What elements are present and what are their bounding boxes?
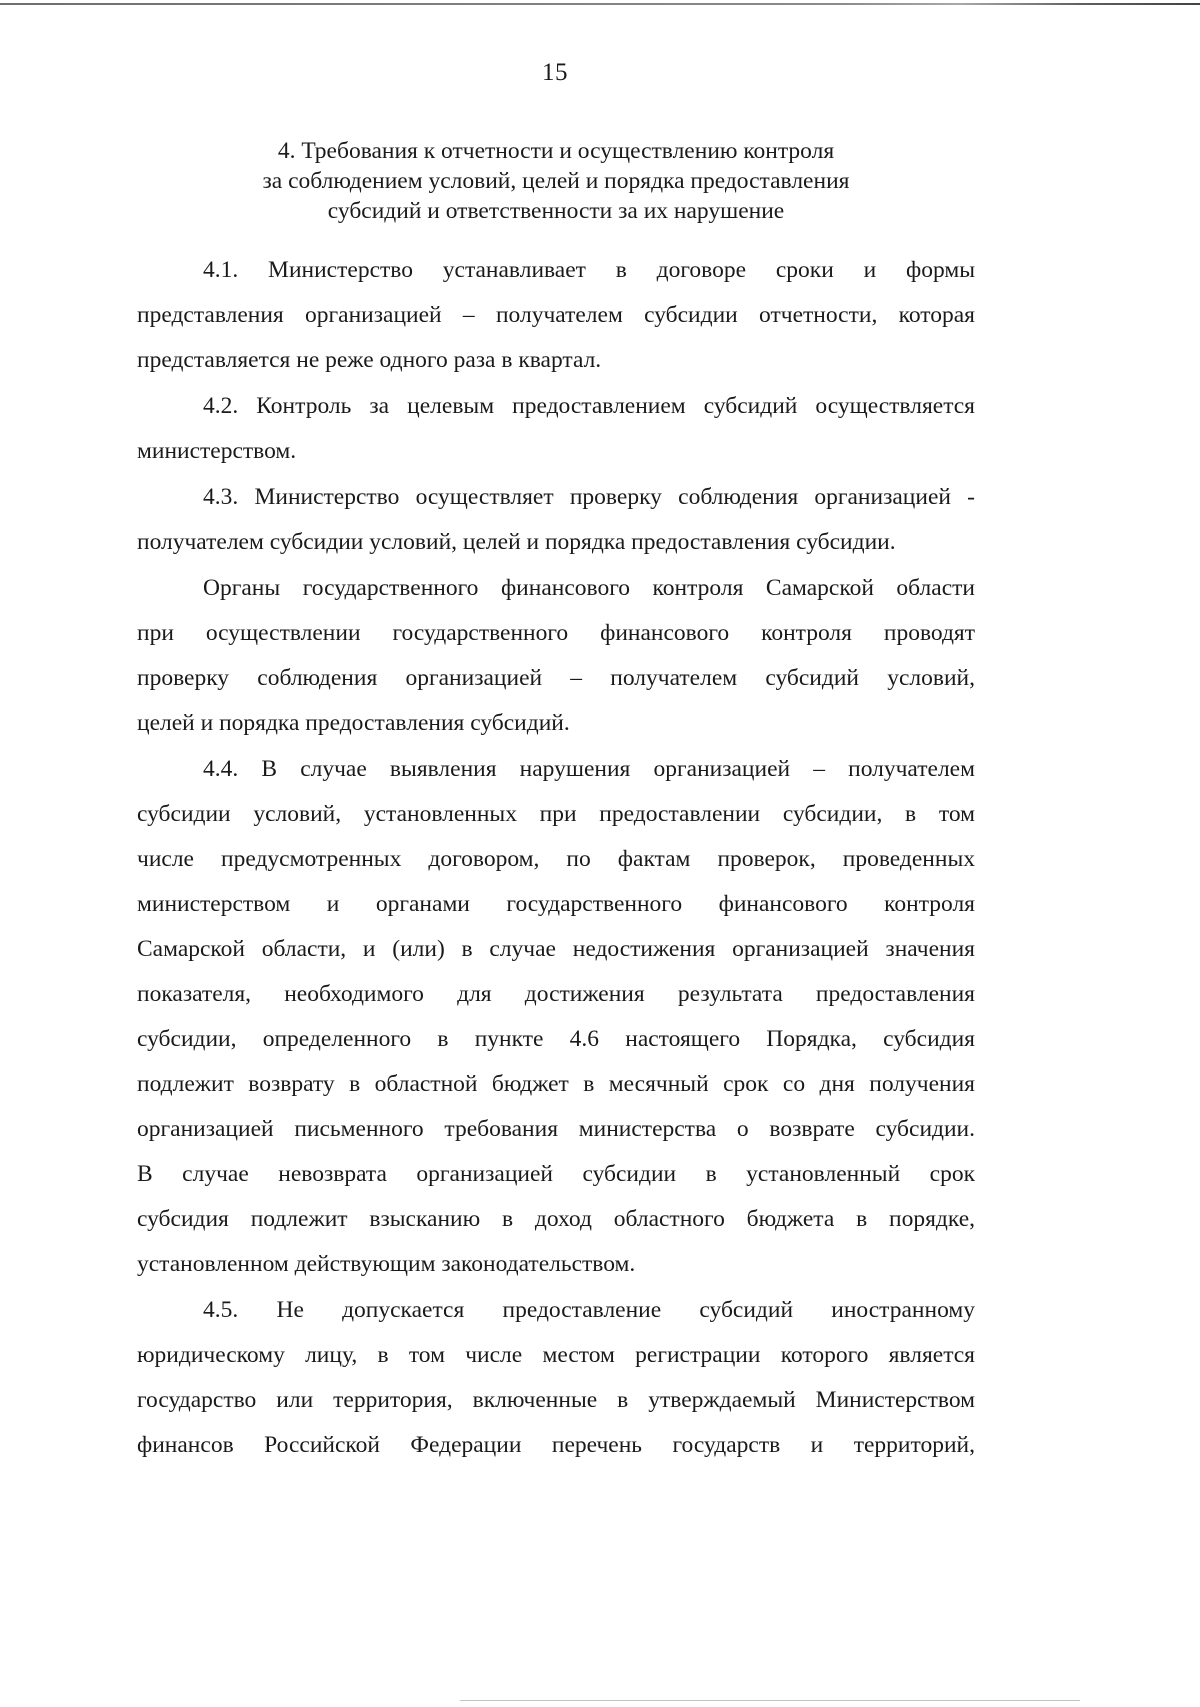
- text-line: установленном действующим законодательством.: [137, 1251, 636, 1277]
- text-line: 4.1. Министерство устанавливает в договоре сроки и формы: [203, 257, 975, 283]
- heading-line: 4. Требования к отчетности и осуществлению контроля: [277, 138, 835, 164]
- paragraph-4-3: [137, 475, 975, 565]
- text-line: числе предусмотренных договором, по фактам проверок, проведенных: [137, 846, 975, 872]
- document-body: [137, 248, 975, 1468]
- text-line: юридическому лицу, в том числе местом регистрации которого является: [137, 1342, 975, 1368]
- page-number: 15: [542, 59, 568, 86]
- text-line: представляется не реже одного раза в квартал.: [137, 347, 602, 373]
- text-line: финансов Российской Федерации перечень государств и территорий,: [137, 1432, 975, 1458]
- paragraph-4-2: [137, 384, 975, 474]
- text-line: представления организацией – получателем субсидии отчетности, которая: [137, 302, 975, 328]
- text-line: при осуществлении государственного финансового контроля проводят: [137, 620, 975, 646]
- text-line: субсидии условий, установленных при предоставлении субсидии, в том: [137, 801, 975, 827]
- text-line: 4.4. В случае выявления нарушения организацией – получателем: [203, 756, 975, 782]
- text-line: министерством.: [137, 438, 297, 464]
- scan-edge-rule-top: [0, 3, 1200, 5]
- text-line: получателем субсидии условий, целей и порядка предоставления субсидии.: [137, 529, 896, 555]
- paragraph-4-5: [137, 1288, 975, 1468]
- text-line: 4.3. Министерство осуществляет проверку соблюдения организацией -: [203, 484, 975, 510]
- text-line: субсидия подлежит взысканию в доход областного бюджета в порядке,: [137, 1206, 975, 1232]
- text-line: целей и порядка предоставления субсидий.: [137, 710, 570, 736]
- text-line: организацией письменного требования министерства о возврате субсидии.: [137, 1116, 975, 1142]
- text-line: государство или территория, включенные в утверждаемый Министерством: [137, 1387, 975, 1413]
- text-line: подлежит возврату в областной бюджет в месячный срок со дня получения: [137, 1071, 975, 1097]
- section-heading: [137, 136, 975, 226]
- text-line: В случае невозврата организацией субсидии в установленный срок: [137, 1161, 975, 1187]
- text-line: 4.5. Не допускается предоставление субсидий иностранному: [203, 1297, 975, 1323]
- paragraph-financial-control: [137, 566, 975, 746]
- paragraph-4-1: [137, 248, 975, 383]
- text-line: субсидии, определенного в пункте 4.6 настоящего Порядка, субсидия: [137, 1026, 975, 1052]
- scan-edge-rule-bottom: [460, 1700, 1080, 1701]
- text-line: проверку соблюдения организацией – получателем субсидий условий,: [137, 665, 975, 691]
- text-line: 4.2. Контроль за целевым предоставлением субсидий осуществляется: [203, 393, 975, 419]
- text-line: Самарской области, и (или) в случае недостижения организацией значения: [137, 936, 975, 962]
- text-line: министерством и органами государственного финансового контроля: [137, 891, 975, 917]
- text-line: Органы государственного финансового контроля Самарской области: [203, 575, 975, 601]
- heading-line: субсидий и ответственности за их нарушение: [327, 198, 785, 224]
- heading-line: за соблюдением условий, целей и порядка предоставления: [262, 168, 850, 194]
- text-line: показателя, необходимого для достижения результата предоставления: [137, 981, 975, 1007]
- paragraph-4-4: [137, 747, 975, 1287]
